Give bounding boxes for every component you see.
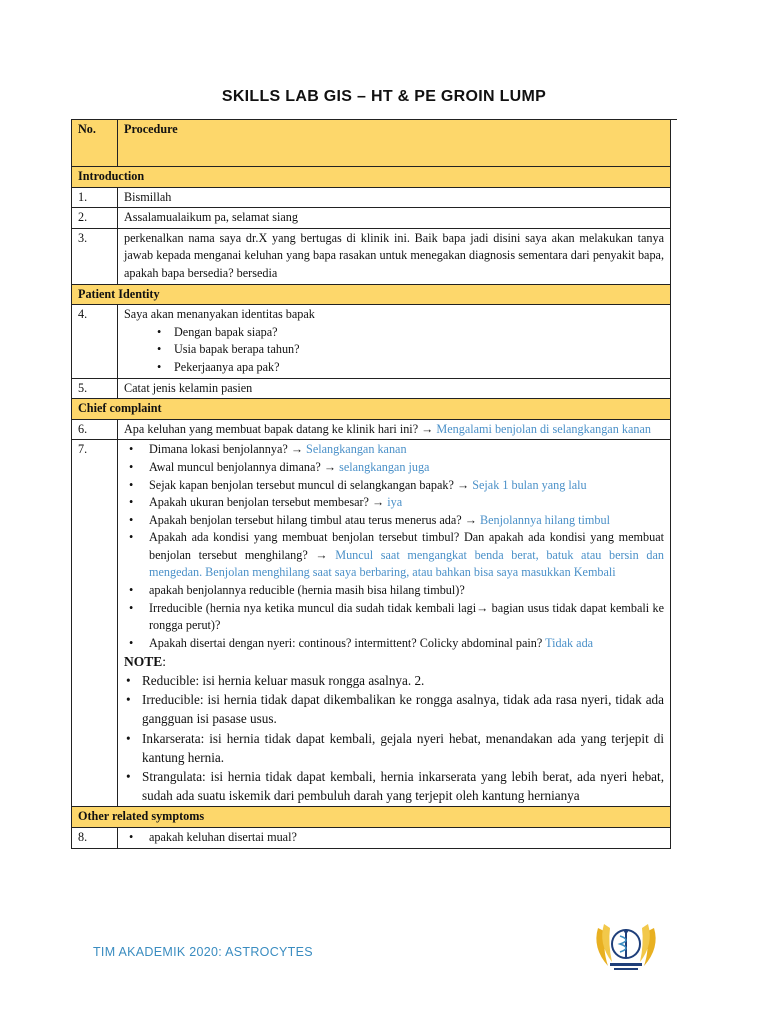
row-text: Bismillah xyxy=(118,187,671,208)
answer-text: iya xyxy=(387,495,403,510)
row-text: perkenalkan nama saya dr.X yang bertugas di klinik ini. Baik bapa jadi disini saya akan melakukan tanya jawab kepada menganai keluhan yang bapa rasakan untuk menegakan diagnosis sementara dari penyakit bapa, apakah bapa bersedia? bersedia xyxy=(118,228,671,284)
question-text: Apakah ada kondisi yang membuat benjolan tersebut timbul? Dan apakah ada kondisi yang membuat benjolan tersebut menghilang? xyxy=(149,530,664,562)
list-item: • Usia bapak berapa tahun? xyxy=(174,341,664,359)
note-label: NOTE xyxy=(124,654,163,670)
section-row xyxy=(72,807,671,828)
question-text: apakah benjolannya reducible (hernia masih bisa hilang timbul)? xyxy=(149,583,465,598)
answer-text: Tidak ada xyxy=(545,635,594,650)
table-edge-tick xyxy=(670,119,677,120)
row-number: 2. xyxy=(72,208,118,229)
row-text: Saya akan menanyakan identitas bapak xyxy=(124,307,315,322)
arrow-icon: → xyxy=(421,421,434,436)
table-row xyxy=(72,208,671,229)
list-item: • Strangulata: isi hernia tidak dapat kembali, hernia inkarserata yang lebih berat, ada nyeri hebat, sudah ada suatu iskemik dari pembuluh darah yang terjepit oleh kantung hernianya xyxy=(142,767,664,805)
question-text: Apa keluhan yang membuat bapak datang ke klinik hari ini? xyxy=(124,421,422,436)
row-number: 4. xyxy=(72,305,118,378)
table-row xyxy=(72,305,671,378)
list-item xyxy=(149,582,664,600)
list-item: • Inkarserata: isi hernia tidak dapat kembali, gejala nyeri hebat, menandakan ada yang terjepit di kantung hernia. xyxy=(142,729,664,767)
arrow-icon: → xyxy=(290,442,303,457)
list-item xyxy=(149,477,664,495)
table-row xyxy=(72,419,671,440)
list-item: • Pekerjaanya apa pak? xyxy=(174,359,664,377)
arrow-icon: → xyxy=(456,477,470,492)
row-text: Assalamualaikum pa, selamat siang xyxy=(118,208,671,229)
row-content xyxy=(118,419,671,440)
question-text: Sejak kapan benjolan tersebut muncul di selangkangan bapak? xyxy=(149,477,457,492)
astrocytes-logo-icon xyxy=(590,918,662,974)
answer-text: Muncul saat mengangkat benda berat, batuk atau bersin dan mengedan. Benjolan menghilang saat saya berbaring, atau bahkan bisa saya masukkan Kembali xyxy=(149,547,665,580)
question-text: Apakah benjolan tersebut hilang timbul atau terus menerus ada? xyxy=(149,512,465,527)
section-row xyxy=(72,399,671,420)
table-row xyxy=(72,228,671,284)
list-item xyxy=(149,529,664,582)
row-content xyxy=(118,828,671,849)
list-item: • Reducible: isi hernia keluar masuk rongga asalnya. 2. xyxy=(142,671,664,690)
arrow-icon: → xyxy=(372,495,385,510)
table-row xyxy=(72,187,671,208)
list-item: • Irreducible: isi hernia tidak dapat dikembalikan ke rongga asalnya, tidak ada rasa nyeri, tidak ada gangguan isi pasase usus. xyxy=(142,690,664,728)
arrow-icon: → xyxy=(464,512,477,527)
list-item: • apakah keluhan disertai mual? xyxy=(149,829,664,847)
row-number: 5. xyxy=(72,378,118,399)
answer-text: Sejak 1 bulan yang lalu xyxy=(472,477,587,492)
answer-text: bagian usus tidak dapat kembali ke rongga perut)? xyxy=(149,600,664,633)
question-text: Dimana lokasi benjolannya? xyxy=(149,442,291,457)
footer-text: TIM AKADEMIK 2020: ASTROCYTES xyxy=(93,945,313,959)
list-item xyxy=(149,635,664,653)
table-row xyxy=(72,440,671,807)
note-colon: : xyxy=(162,654,167,670)
list-item xyxy=(149,600,664,635)
table-row xyxy=(72,378,671,399)
question-text: Apakah ukuran benjolan tersebut membesar? xyxy=(149,495,373,510)
note-list xyxy=(124,671,664,805)
section-chief-complaint: Chief complaint xyxy=(72,399,671,420)
section-introduction: Introduction xyxy=(72,167,671,188)
section-row xyxy=(72,167,671,188)
answer-text: Mengalami benjolan di selangkangan kanan xyxy=(436,421,651,436)
header-no: No. xyxy=(72,120,118,167)
arrow-icon: → xyxy=(476,600,489,615)
answer-text: Benjolannya hilang timbul xyxy=(480,512,610,527)
question-text: Awal muncul benjolannya dimana? xyxy=(149,459,324,474)
list-item xyxy=(149,441,664,459)
row-number: 6. xyxy=(72,419,118,440)
note-heading xyxy=(124,653,664,671)
row-text: Catat jenis kelamin pasien xyxy=(118,378,671,399)
list-item: • Dengan bapak siapa? xyxy=(174,324,664,342)
list-item xyxy=(149,512,664,530)
symptom-questions xyxy=(124,829,664,847)
list-item xyxy=(149,494,664,512)
row-content xyxy=(118,305,671,378)
row-number: 8. xyxy=(72,828,118,849)
row-number: 3. xyxy=(72,228,118,284)
row-content xyxy=(118,440,671,807)
header-procedure: Procedure xyxy=(118,120,671,167)
row-number: 1. xyxy=(72,187,118,208)
procedure-table xyxy=(71,119,671,849)
identity-questions xyxy=(124,324,664,377)
page-title: SKILLS LAB GIS – HT & PE GROIN LUMP xyxy=(221,88,547,105)
table-header-row xyxy=(72,120,671,167)
section-other-symptoms: Other related symptoms xyxy=(72,807,671,828)
section-patient-identity: Patient Identity xyxy=(72,284,671,305)
arrow-icon: → xyxy=(323,459,337,474)
table-row xyxy=(72,828,671,849)
list-item xyxy=(149,459,664,477)
answer-text: Selangkangan kanan xyxy=(306,442,407,457)
row-number: 7. xyxy=(72,440,118,807)
section-row xyxy=(72,284,671,305)
answer-text: selangkangan juga xyxy=(339,459,430,474)
arrow-icon: → xyxy=(315,547,328,562)
anamnesis-questions xyxy=(124,441,664,652)
question-text: Irreducible (hernia nya ketika muncul dia sudah tidak kembali lagi xyxy=(149,600,477,615)
question-text: Apakah disertai dengan nyeri: continous? intermittent? Colicky abdominal pain? xyxy=(149,635,546,650)
